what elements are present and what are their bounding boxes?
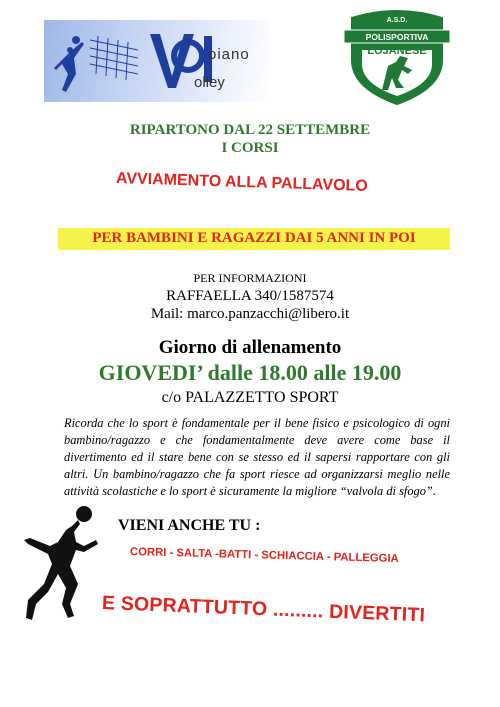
come-too-text: VIENI ANCHE TU : [118,517,261,534]
info-label: PER INFORMAZIONI [193,271,307,285]
training-place: c/o PALAZZETTO SPORT [161,389,339,406]
volleyball-spiker-silhouette-icon [18,500,108,630]
headline-courses: I CORSI [221,140,279,156]
training-day-title: Giorno di allenamento [158,337,342,358]
logo-word-loiano: oiano [208,46,250,63]
logo-asd: A.S.D. [386,17,408,24]
audience-banner [58,228,450,250]
headline-date: RIPARTONO DAL 22 SETTEMBRE [129,122,371,138]
contact-email: Mail: marco.panzacchi@libero.it [150,306,350,322]
polisportiva-lojanese-logo [338,8,456,106]
training-time: GIOVEDI’ dalle 18.00 alle 19.00 [98,360,402,385]
loiano-volley-logo [44,20,270,102]
slogan-text: E SOPRATTUTTO ......... DIVERTITI [101,592,426,627]
volleyball-player-net-icon [52,34,142,98]
course-title: AVVIAMENTO ALLA PALLAVOLO [115,170,369,195]
logo-lojanese: LOJANESE [367,45,427,57]
audience-text: PER BAMBINI E RAGAZZI DAI 5 ANNI IN POI [92,230,416,246]
logo-word-volley: olley [194,74,225,91]
actions-text: CORRI - SALTA -BATTI - SCHIACCIA - PALLEGGIA [129,546,399,566]
logo-polisportiva: POLISPORTIVA [365,32,429,42]
contact-phone: RAFFAELLA 340/1587574 [166,288,334,304]
sport-paragraph: Ricorda che lo sport è fondamentale per il bene fisico e psicologico di ogni bambino/ragazzo e che fondamentalmente deve avere come base il divertimento ed il stare bene con se stesso ed il sapersi rapportare con gli altri. Un bambino/ragazzo che fa sport riesce ad organizzarsi meglio nelle attività scolastiche e lo sport è sicuramente la migliore “valvola di sfogo”. [64,416,450,498]
